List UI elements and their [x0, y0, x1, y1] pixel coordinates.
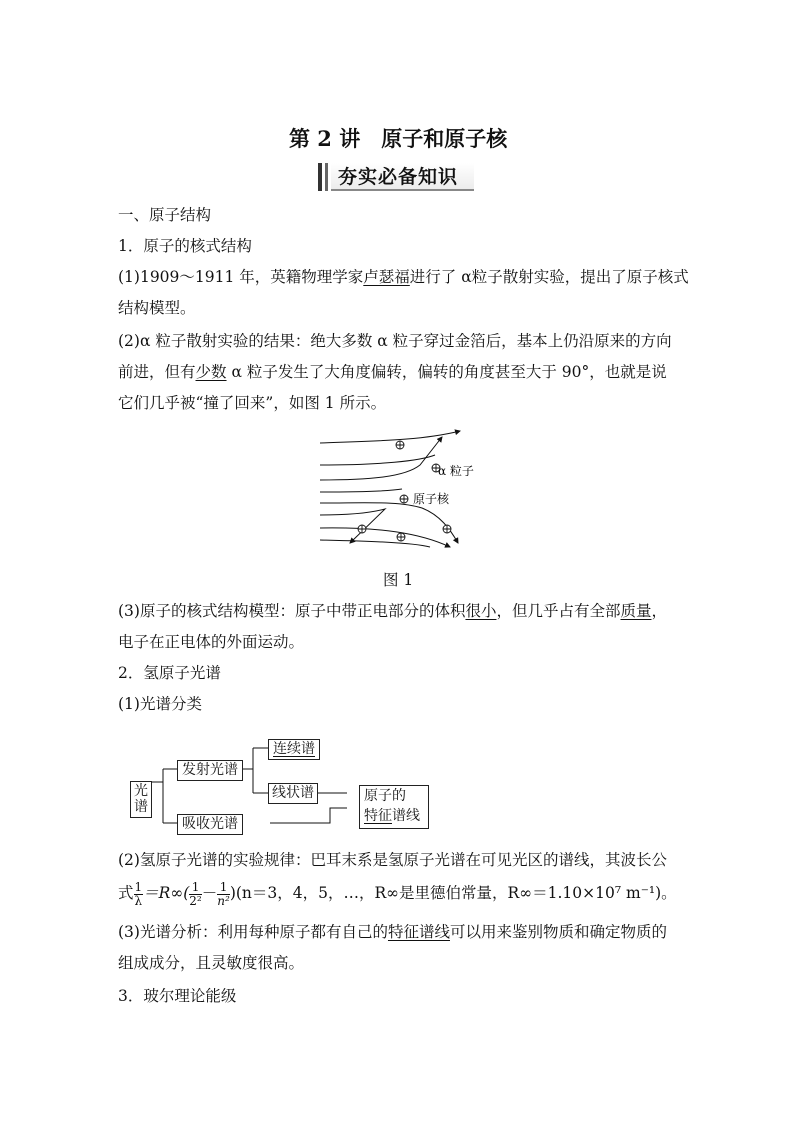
tree-emission: 发射光谱 [177, 760, 243, 781]
subheading-hydrogen-spectrum: 2．氢原子光谱 [118, 664, 221, 682]
subheading-nuclear-model: 1．原子的核式结构 [118, 237, 252, 255]
paragraph-5-cont: 组成成分，且灵敏度很高。 [118, 954, 305, 972]
nucleus-label: 原子核 [413, 492, 450, 506]
paragraph-2-cont: 前进，但有少数 α 粒子发生了大角度偏转，偏转的角度甚至大于 90°，也就是说 [118, 363, 667, 381]
nucleus-1 [396, 441, 404, 449]
paragraph-4: (2)氢原子光谱的实验规律：巴耳末系是氢原子光谱在可见光区的谱线，其波长公 [118, 851, 667, 869]
tree-characteristic-lines: 原子的 特征谱线 [359, 785, 429, 829]
banner-text: 夯实必备知识 [338, 166, 459, 188]
paragraph-2: (2)α 粒子散射实验的结果：绝大多数 α 粒子穿过金箔后，基本上仍沿原来的方向 [118, 332, 672, 350]
tree-root: 光谱 [130, 781, 152, 818]
paragraph-2-end: 它们几乎被“撞了回来”，如图 1 所示。 [118, 394, 387, 412]
tree-line-spectrum: 线状谱 [268, 783, 318, 804]
paragraph-1: (1)1909～1911 年，英籍物理学家卢瑟福进行了 α粒子散射实验，提出了原子核式 [118, 268, 689, 286]
fill-few: 少数 [195, 363, 227, 381]
subheading-bohr-levels: 3．玻尔理论能级 [118, 987, 237, 1005]
fill-characteristic-lines: 特征谱线 [387, 923, 450, 941]
nucleus-4 [358, 525, 366, 533]
subheading-spectrum-classification: (1)光谱分类 [118, 695, 202, 713]
fill-rutherford: 卢瑟福 [363, 268, 410, 286]
tree-absorption: 吸收光谱 [177, 814, 243, 835]
nucleus-5 [397, 533, 405, 541]
balmer-formula: 式 $\frac{1}{\lambda}$ ＝R∞( $\frac{1}{\text{2²}}$ － $\frac{1}{\text{n²}}$ )(n＝3，4，5，…，R∞是里德伯常量，R∞＝1.10×10⁷ m⁻¹)。 [118, 879, 677, 908]
paragraph-3-cont: 电子在正电体的外面运动。 [118, 633, 305, 651]
paragraph-1-cont: 结构模型。 [118, 299, 196, 317]
paragraph-3: (3)原子的核式结构模型：原子中带正电部分的体积很小，但几乎占有全部质量， [118, 602, 668, 620]
tree-continuous: 连续谱 [268, 739, 320, 760]
figure-caption: 图 1 [383, 571, 414, 589]
page-title: 第 2 讲 原子和原子核 [289, 126, 508, 151]
section-banner [318, 163, 474, 191]
section-heading-atomic-structure: 一、原子结构 [118, 206, 212, 224]
nucleus-6 [443, 525, 451, 533]
nucleus-3 [400, 495, 408, 503]
fill-mass: 质量 [620, 602, 652, 620]
alpha-particle-label: α 粒子 [438, 464, 474, 478]
alpha-scattering-figure [310, 425, 490, 555]
fill-small: 很小 [465, 602, 497, 620]
paragraph-5: (3)光谱分析：利用每种原子都有自己的特征谱线可以用来鉴别物质和确定物质的 [118, 923, 667, 941]
